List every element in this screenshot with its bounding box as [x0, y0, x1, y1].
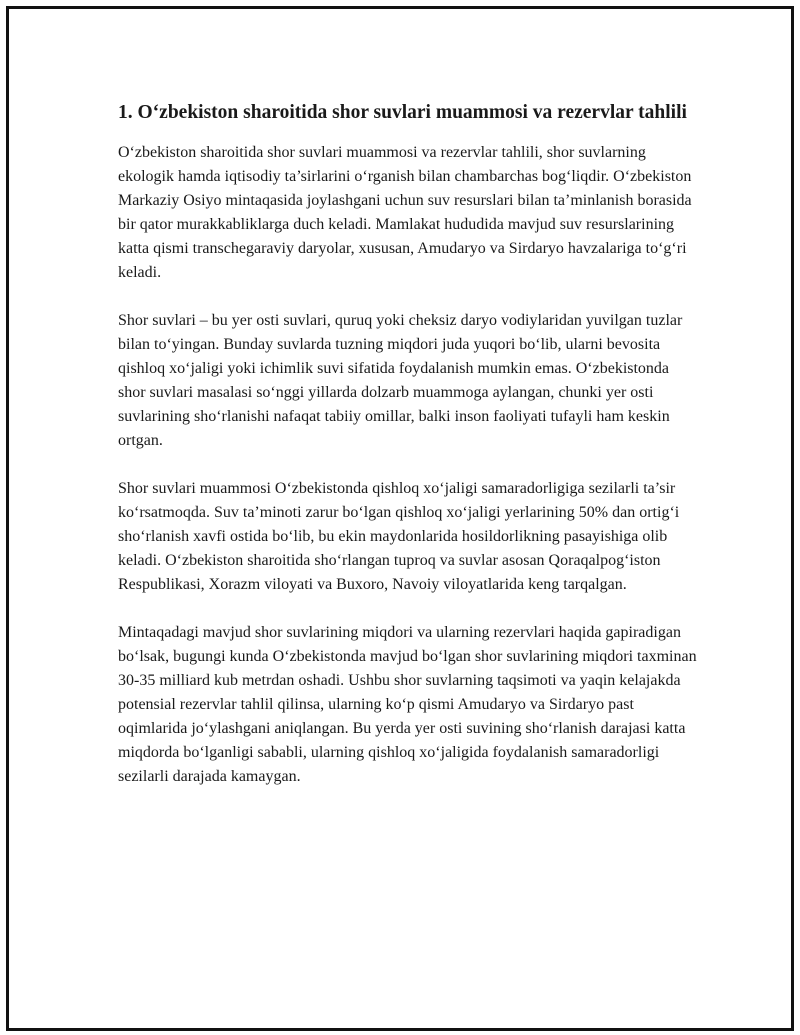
paragraph-1: O‘zbekiston sharoitida shor suvlari muammosi va rezervlar tahlili, shor suvlarning ekologik hamda iqtisodiy ta’sirlarini o‘rganish bilan chambarchas bog‘liqdir. O‘zbekiston Markaziy Osiyo mintaqasida joylashgani uchun suv resurslari bilan ta’minlanish borasida bir qator murakkabliklarga duch keladi. Mamlakat hududida mavjud suv resurslarining katta qismi transchegaraviy daryolar, xususan, Amudaryo va Sirdaryo havzalariga to‘g‘ri keladi.	[118, 144, 692, 281]
paragraph-2: Shor suvlari – bu yer osti suvlari, quruq yoki cheksiz daryo vodiylaridan yuvilgan tuzlar bilan to‘yingan. Bunday suvlarda tuzning miqdori juda yuqori bo‘lib, ularni bevosita qishloq xo‘jaligi yoki ichimlik suvi sifatida foydalanish mumkin emas. O‘zbekistonda shor suvlari masalasi so‘nggi yillarda dolzarb muammoga aylangan, chunki yer osti suvlarining sho‘rlanishi nafaqat tabiiy omillar, balki inson faoliyati tufayli ham keskin ortgan.	[118, 312, 683, 449]
paragraph-3: Shor suvlari muammosi O‘zbekistonda qishloq xo‘jaligi samaradorligiga sezilarli ta’sir ko‘rsatmoqda. Suv ta’minoti zarur bo‘lgan qishloq xo‘jaligi yerlarining 50% dan ortig‘i sho‘rlanish xavfi ostida bo‘lib, bu ekin maydonlarida hosildorlikning pasayishiga olib keladi. O‘zbekiston sharoitida sho‘rlangan tuproq va suvlar asosan Qoraqalpog‘iston Respublikasi, Xorazm viloyati va Buxoro, Navoiy viloyatlarida keng tarqalgan.	[118, 480, 680, 593]
section-heading: 1. O‘zbekiston sharoitida shor suvlari muammosi va rezervlar tahlili	[118, 102, 687, 123]
paragraph-4: Mintaqadagi mavjud shor suvlarining miqdori va ularning rezervlari haqida gapiradigan bo‘lsak, bugungi kunda O‘zbekistonda mavjud bo‘lgan shor suvlarining miqdori taxminan 30-35 milliard kub metrdan oshadi. Ushbu shor suvlarning taqsimoti va yaqin kelajakda potensial rezervlar tahlil qilinsa, ularning ko‘p qismi Amudaryo va Sirdaryo past oqimlarida jo‘ylashgani aniqlangan. Bu yerda yer osti suvining sho‘rlanish darajasi katta miqdorda bo‘lganligi sababli, ularning qishloq xo‘jaligida foydalanish samaradorligi sezilarli darajada kamaygan.	[118, 624, 697, 785]
page-frame	[6, 6, 794, 1031]
document-body	[118, 99, 698, 813]
